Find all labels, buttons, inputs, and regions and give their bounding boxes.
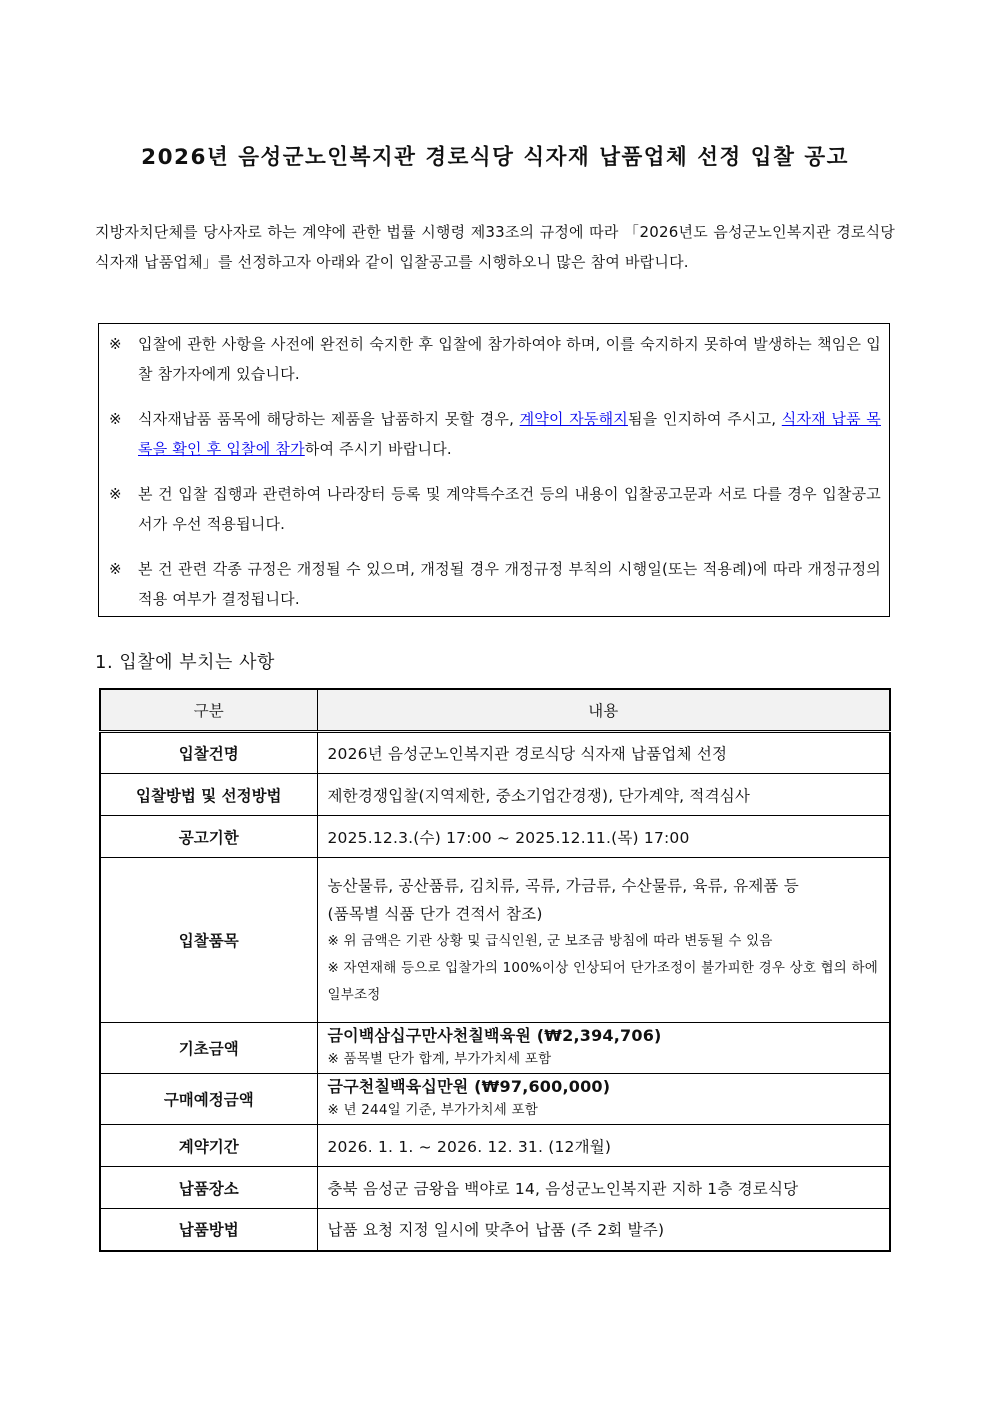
planned-amount: 금구천칠백육십만원 (₩97,600,000)	[327, 1076, 611, 1096]
notice-text: 본 건 입찰 집행과 관련하여 나라장터 등록 및 계약특수조건 등의 내용이 입찰공고문과 서로 다를 경우 입찰공고서가 우선 적용됩니다.	[138, 485, 881, 533]
row-value: 충북 음성군 금왕읍 백야로 14, 음성군노인복지관 지하 1층 경로식당	[317, 1167, 890, 1209]
row-label: 납품장소	[100, 1167, 317, 1209]
contract-termination-link[interactable]: 계약이 자동해지	[519, 410, 628, 428]
notice-item	[107, 405, 881, 464]
notice-box	[98, 323, 890, 617]
bid-info-table	[99, 688, 891, 1252]
notice-item	[107, 555, 881, 614]
table-row	[100, 732, 890, 774]
table-row	[100, 774, 890, 816]
notice-text: 본 건 관련 각종 규정은 개정될 수 있으며, 개정될 경우 개정규정 부칙의 시행일(또는 적용례)에 따라 개정규정의 적용 여부가 결정됩니다.	[138, 560, 881, 608]
reference-mark-icon: ※	[109, 335, 122, 353]
row-label: 입찰건명	[100, 732, 317, 774]
base-note: ※ 품목별 단가 합계, 부가가치세 포함	[327, 1050, 552, 1067]
header-category: 구분	[100, 689, 317, 732]
row-label: 구매예정금액	[100, 1074, 317, 1125]
supply-list-link[interactable]: 식자재 납품 목록을 확인 후 입찰에 참가	[138, 410, 881, 458]
row-value: 2026. 1. 1. ~ 2026. 12. 31. (12개월)	[317, 1125, 890, 1167]
row-label: 계약기간	[100, 1125, 317, 1167]
base-amount: 금이백삼십구만사천칠백육원 (₩2,394,706)	[327, 1025, 662, 1045]
table-row	[100, 858, 890, 1023]
page-title: 2026년 음성군노인복지관 경로식당 식자재 납품업체 선정 입찰 공고	[141, 145, 849, 170]
table-row	[100, 1209, 890, 1251]
header-content: 내용	[317, 689, 890, 732]
row-label: 입찰품목	[100, 858, 317, 1023]
intro-paragraph: 지방자치단체를 당사자로 하는 계약에 관한 법률 시행령 제33조의 규정에 따라 「2026년도 음성군노인복지관 경로식당 식자재 납품업체」를 선정하고자 아래와 같이 입찰공고를 시행하오니 많은 참여 바랍니다.	[95, 223, 895, 271]
row-value: 2026년 음성군노인복지관 경로식당 식자재 납품업체 선정	[317, 732, 890, 774]
notice-text: 입찰에 관한 사항을 사전에 완전히 숙지한 후 입찰에 참가하여야 하며, 이를 숙지하지 못하여 발생하는 책임은 입찰 참가자에게 있습니다.	[138, 335, 881, 383]
notice-text-part: 식자재납품 품목에 해당하는 제품을 납품하지 못할 경우,	[138, 410, 520, 428]
row-label: 입찰방법 및 선정방법	[100, 774, 317, 816]
row-value: 납품 요청 지정 일시에 맞추어 납품 (주 2회 발주)	[317, 1209, 890, 1251]
reference-mark-icon: ※	[109, 560, 122, 578]
row-label: 공고기한	[100, 816, 317, 858]
row-value	[317, 858, 890, 1023]
items-note: ※ 위 금액은 기관 상황 및 급식인원, 군 보조금 방침에 따라 변동될 수 있음	[327, 932, 773, 949]
notice-text	[138, 405, 881, 464]
items-line: (품목별 식품 단가 견적서 참조)	[327, 904, 543, 923]
table-row	[100, 1125, 890, 1167]
notice-item	[107, 480, 881, 539]
table-header-row	[100, 689, 890, 732]
items-note: ※ 자연재해 등으로 입찰가의 100%이상 인상되어 단가조정이 불가피한 경우 상호 협의 하에 일부조정	[327, 959, 879, 1003]
row-value	[317, 1023, 890, 1074]
row-value	[317, 1074, 890, 1125]
reference-mark-icon: ※	[109, 410, 122, 428]
notice-text-part: 하여 주시기 바랍니다.	[304, 439, 452, 458]
row-value: 2025.12.3.(수) 17:00 ~ 2025.12.11.(목) 17:00	[317, 816, 890, 858]
items-line: 농산물류, 공산품류, 김치류, 곡류, 가금류, 수산물류, 육류, 유제품 등	[327, 876, 799, 895]
table-row	[100, 1167, 890, 1209]
notice-text-part: 됨을 인지하여 주시고,	[627, 410, 782, 428]
reference-mark-icon: ※	[109, 485, 122, 503]
table-row	[100, 1074, 890, 1125]
planned-note: ※ 년 244일 기준, 부가가치세 포함	[327, 1101, 538, 1118]
notice-item	[107, 330, 881, 389]
table-row	[100, 1023, 890, 1074]
row-label: 기초금액	[100, 1023, 317, 1074]
row-value: 제한경쟁입찰(지역제한, 중소기업간경쟁), 단가계약, 적격심사	[317, 774, 890, 816]
row-label: 납품방법	[100, 1209, 317, 1251]
table-row	[100, 816, 890, 858]
section-heading: 1. 입찰에 부치는 사항	[95, 652, 275, 673]
